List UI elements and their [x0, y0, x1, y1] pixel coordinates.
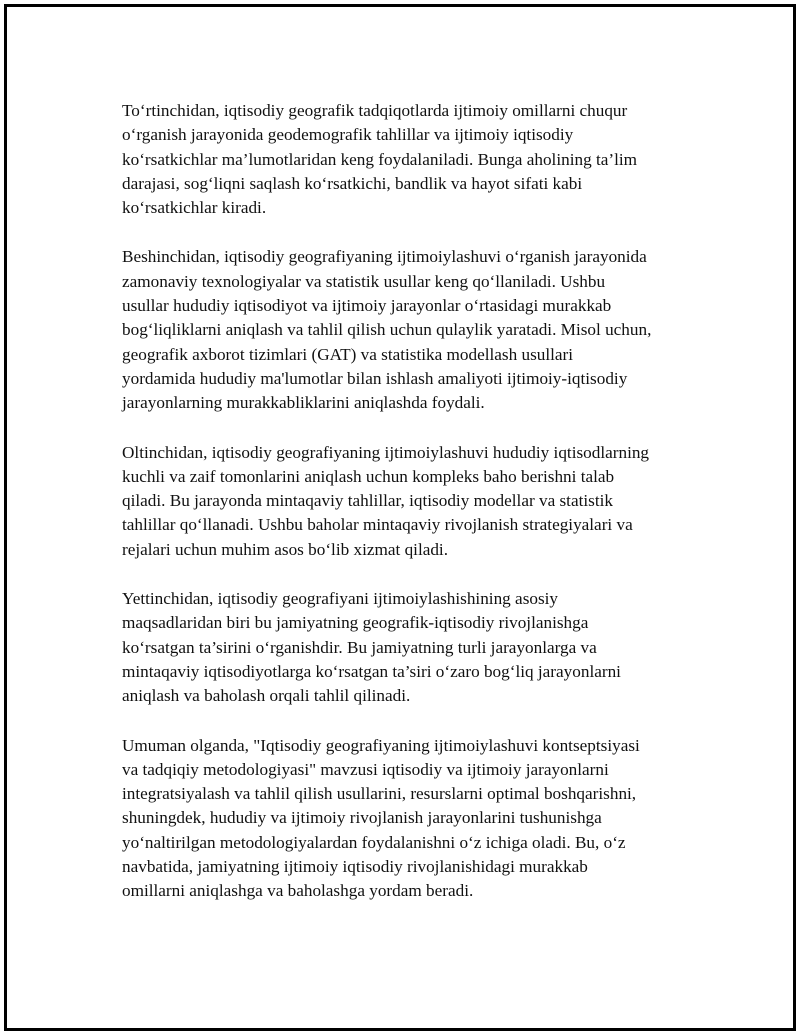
- text-line: mintaqaviy iqtisodiyotlarga ko‘rsatgan ta’siri o‘zaro bog‘liq jarayonlarni: [122, 661, 621, 681]
- text-line: va tadqiqiy metodologiyasi" mavzusi iqtisodiy va ijtimoiy jarayonlarni: [122, 759, 609, 779]
- text-line: yordamida hududiy ma'lumotlar bilan ishlash amaliyoti ijtimoiy-iqtisodiy: [122, 368, 628, 388]
- text-line: kuchli va zaif tomonlarini aniqlash uchun kompleks baho berishni talab: [122, 466, 615, 486]
- text-line: shuningdek, hududiy va ijtimoiy rivojlanish jarayonlarini tushunishga: [122, 808, 602, 828]
- text-line: ko‘rsatkichlar kiradi.: [122, 198, 267, 218]
- text-line: navbatida, jamiyatning ijtimoiy iqtisodiy rivojlanishidagi murakkab: [122, 857, 588, 877]
- text-line: To‘rtinchidan, iqtisodiy geografik tadqiqotlarda ijtimoiy omillarni chuqur: [122, 101, 628, 120]
- text-line: ko‘rsatgan ta’sirini o‘rganishdir. Bu jamiyatning turli jarayonlarga va: [122, 637, 597, 657]
- text-line: tahlillar qo‘llanadi. Ushbu baholar mintaqaviy rivojlanish strategiyalari va: [122, 515, 633, 535]
- text-line: qiladi. Bu jarayonda mintaqaviy tahlillar, iqtisodiy modellar va statistik: [122, 491, 613, 511]
- paragraph-5: [122, 734, 712, 904]
- text-line: zamonaviy texnologiyalar va statistik usullar keng qo‘llaniladi. Ushbu: [122, 271, 606, 291]
- text-line: Yettinchidan, iqtisodiy geografiyani ijtimoiylashishining asosiy: [122, 589, 559, 609]
- paragraph-3: [122, 441, 712, 562]
- text-line: usullar hududiy iqtisodiyot va ijtimoiy jarayonlar o‘rtasidagi murakkab: [122, 296, 612, 316]
- text-line: ko‘rsatkichlar ma’lumotlaridan keng foydalaniladi. Bunga aholining ta’lim: [122, 149, 638, 169]
- text-line: o‘rganish jarayonida geodemografik tahlillar va ijtimoiy iqtisodiy: [122, 125, 574, 145]
- text-line: darajasi, sog‘liqni saqlash ko‘rsatkichi, bandlik va hayot sifati kabi: [122, 173, 583, 193]
- text-line: omillarni aniqlashga va baholashga yordam beradi.: [122, 881, 474, 901]
- text-line: integratsiyalash va tahlil qilish usullarini, resurslarni optimal boshqarishni,: [122, 784, 637, 804]
- text-line: bog‘liqliklarni aniqlash va tahlil qilish uchun qulaylik yaratadi. Misol uchun,: [122, 320, 652, 340]
- text-line: yo‘naltirilgan metodologiyalardan foydalanishni o‘z ichiga oladi. Bu, o‘z: [122, 832, 626, 852]
- text-line: Beshinchidan, iqtisodiy geografiyaning ijtimoiylashuvi o‘rganish jarayonida: [122, 247, 647, 267]
- text-line: aniqlash va baholash orqali tahlil qilinadi.: [122, 686, 411, 706]
- text-line: Umuman olganda, "Iqtisodiy geografiyaning ijtimoiylashuvi kontseptsiyasi: [122, 735, 640, 755]
- text-line: geografik axborot tizimlari (GAT) va statistika modellash usullari: [122, 344, 574, 364]
- paragraph-2: [122, 245, 712, 415]
- text-line: rejalari uchun muhim asos bo‘lib xizmat qiladi.: [122, 539, 449, 559]
- text-line: Oltinchidan, iqtisodiy geografiyaning ijtimoiylashuvi hududiy iqtisodlarning: [122, 442, 650, 462]
- paragraph-4: [122, 587, 712, 708]
- page-frame: [4, 4, 796, 1031]
- document-body: [122, 99, 712, 904]
- text-line: jarayonlarning murakkabliklarini aniqlashda foydali.: [122, 393, 485, 413]
- text-line: maqsadlaridan biri bu jamiyatning geografik-iqtisodiy rivojlanishga: [122, 613, 589, 633]
- paragraph-1: [122, 99, 712, 220]
